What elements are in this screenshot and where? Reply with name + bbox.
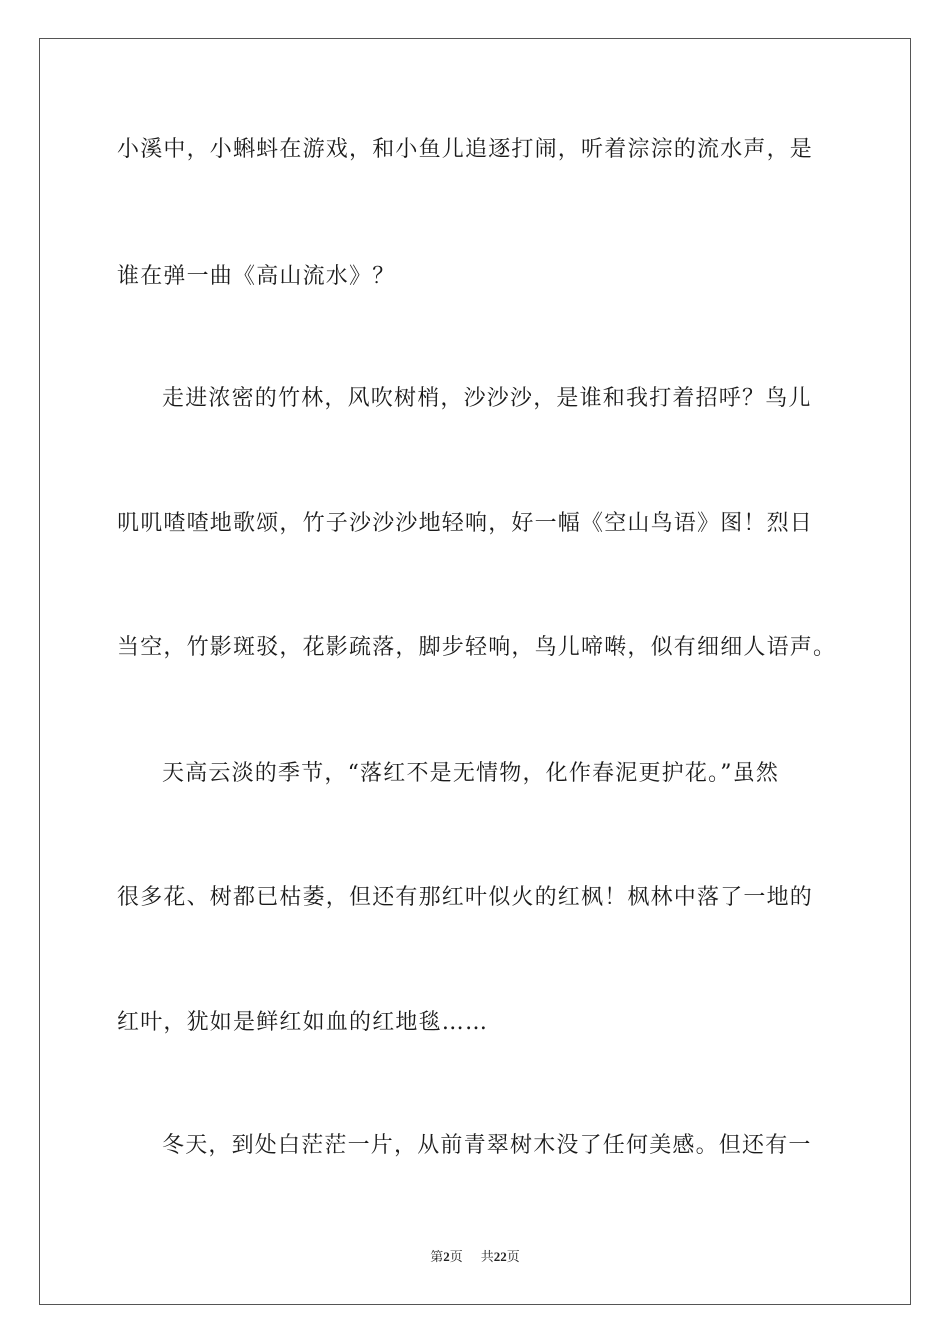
text-line-2: 谁在弹一曲《高山流水》？ xyxy=(117,264,396,289)
paragraph-start-line-6: 天高云淡的季节，“落红不是无情物，化作春泥更护花。”虽然 xyxy=(162,761,780,786)
total-prefix: 共 xyxy=(480,1249,494,1264)
page-prefix: 第 xyxy=(430,1249,444,1264)
page-footer xyxy=(0,1248,950,1266)
paragraph-start-line-3: 走进浓密的竹林，风吹树梢，沙沙沙，是谁和我打着招呼？鸟儿 xyxy=(162,386,812,411)
page-number: 2 xyxy=(443,1249,450,1264)
page-border xyxy=(39,38,911,1305)
total-suffix: 页 xyxy=(506,1249,520,1264)
total-pages: 22 xyxy=(493,1249,507,1264)
page-suffix: 页 xyxy=(449,1249,463,1264)
text-line-4: 叽叽喳喳地歌颂，竹子沙沙沙地轻响，好一幅《空山鸟语》图！烈日 xyxy=(117,511,814,536)
text-line-7: 很多花、树都已枯萎，但还有那红叶似火的红枫！枫林中落了一地的 xyxy=(117,885,814,910)
paragraph-start-line-9: 冬天，到处白茫茫一片，从前青翠树木没了任何美感。但还有一 xyxy=(162,1133,812,1158)
text-line-5: 当空，竹影斑驳，花影疏落，脚步轻响，鸟儿啼啭，似有细细人语声。 xyxy=(117,635,837,660)
text-line-8: 红叶，犹如是鲜红如血的红地毯…… xyxy=(117,1010,489,1035)
text-line-1: 小溪中，小蝌蚪在游戏，和小鱼儿追逐打闹，听着淙淙的流水声，是 xyxy=(117,137,814,162)
